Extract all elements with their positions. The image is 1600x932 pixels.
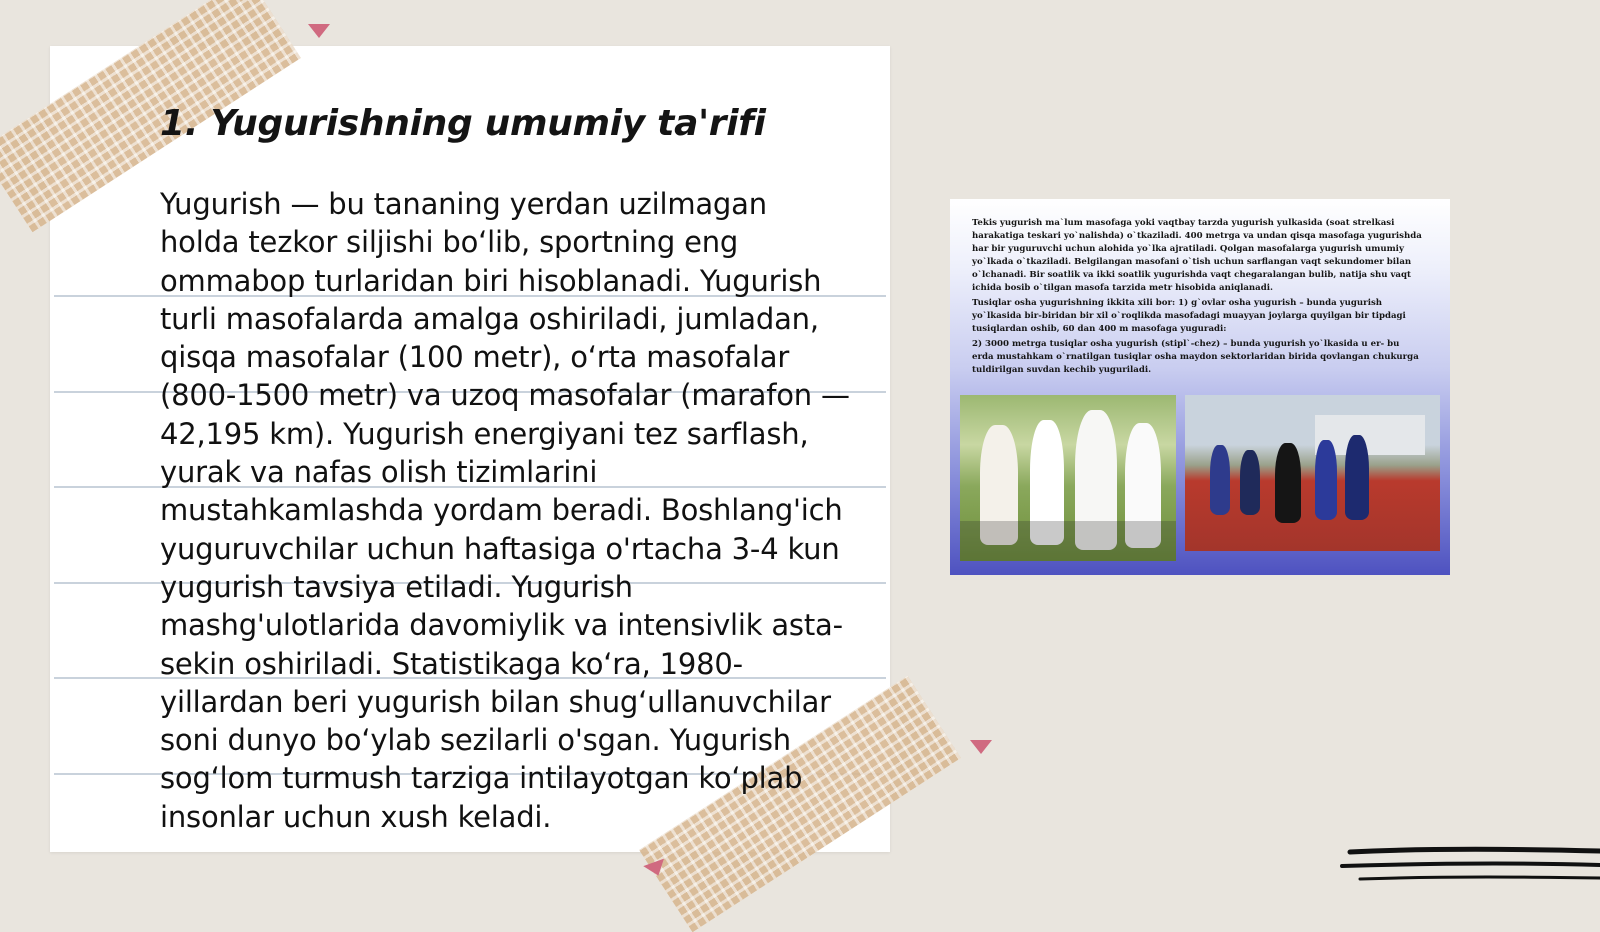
pin-icon bbox=[308, 24, 330, 38]
slide-title: 1. Yugurishning umumiy ta'rifi bbox=[160, 103, 766, 144]
document-paragraph: 2) 3000 metrga tusiqlar osha yugurish (stipl`-chez) – bunda yugurish yo`lkasida u er- bu erda mustahkam o`rnatilgan tusiqlar osha maydon sektorlaridan birida qovlangan chukurga tuldirilgan suvdan kechib yuguriladi. bbox=[972, 339, 1419, 375]
runners-photo-left bbox=[960, 395, 1176, 561]
document-text bbox=[972, 217, 1422, 379]
pin-icon bbox=[970, 740, 992, 754]
document-paragraph: Tekis yugurish ma`lum masofaga yoki vaqtbay tarzda yugurish yulkasida (soat strelkasi harakatiga teskari yo`nalishda) o`tkaziladi. 400 metrga va undan qisqa masofaga yugurishda har bir yuguruvchi uchun alohida yo`lka ajratiladi. Qolgan masofalarga yugurish umumiy yo`lkada o`tkaziladi. Belgilangan masofani o`tish uchun sarflangan vaqt sekundomer bilan o`lchanadi. Bir soatlik va ikki soatlik yugurishda vaqt chegaralangan bulib, natija shu vaqt ichida bosib o`tilgan masofa tarzida metr hisobida aniqlanadi. bbox=[972, 218, 1422, 293]
slide-body-text: Yugurish — bu tananing yerdan uzilmagan holda tezkor siljishi bo‘lib, sportning eng ommabop turlaridan biri hisoblanadi. Yugurish turli masofalarda amalga oshiriladi, jumladan, qisqa masofalar (100 metr), o‘rta masofalar (800-1500 metr) va uzoq masofalar (marafon — 42,195 km). Yugurish energiyani tez sarflash, yurak va nafas olish tizimlarini mustahkamlashda yordam beradi. Boshlang'ich yuguruvchilar uchun haftasiga o'rtacha 3-4 kun yugurish tavsiya etiladi. Yugurish mashg'ulotlarida davomiylik va intensivlik asta-sekin oshiriladi. Statistikaga ko‘ra, 1980-yillardan beri yugurish bilan shug‘ullanuvchilar soni dunyo bo‘ylab sezilarli o'sgan. Yugurish sog‘lom turmush tarziga intilayotgan ko‘plab insonlar uchun xush keladi. bbox=[160, 187, 850, 834]
runners-photo-right bbox=[1185, 395, 1440, 551]
decorative-brush-lines bbox=[1340, 846, 1600, 886]
document-paragraph: Tusiqlar osha yugurishning ikkita xili bor: 1) g`ovlar osha yugurish – bunda yugurish yo`lkasida bir-biridan bir xil o`roqlikda masofadagi muayyan joylarga quyilgan bir tipdagi tusiqlardan oshib, 60 dan 400 m masofaga yuguradi: bbox=[972, 298, 1406, 334]
embedded-document-image bbox=[950, 199, 1450, 575]
